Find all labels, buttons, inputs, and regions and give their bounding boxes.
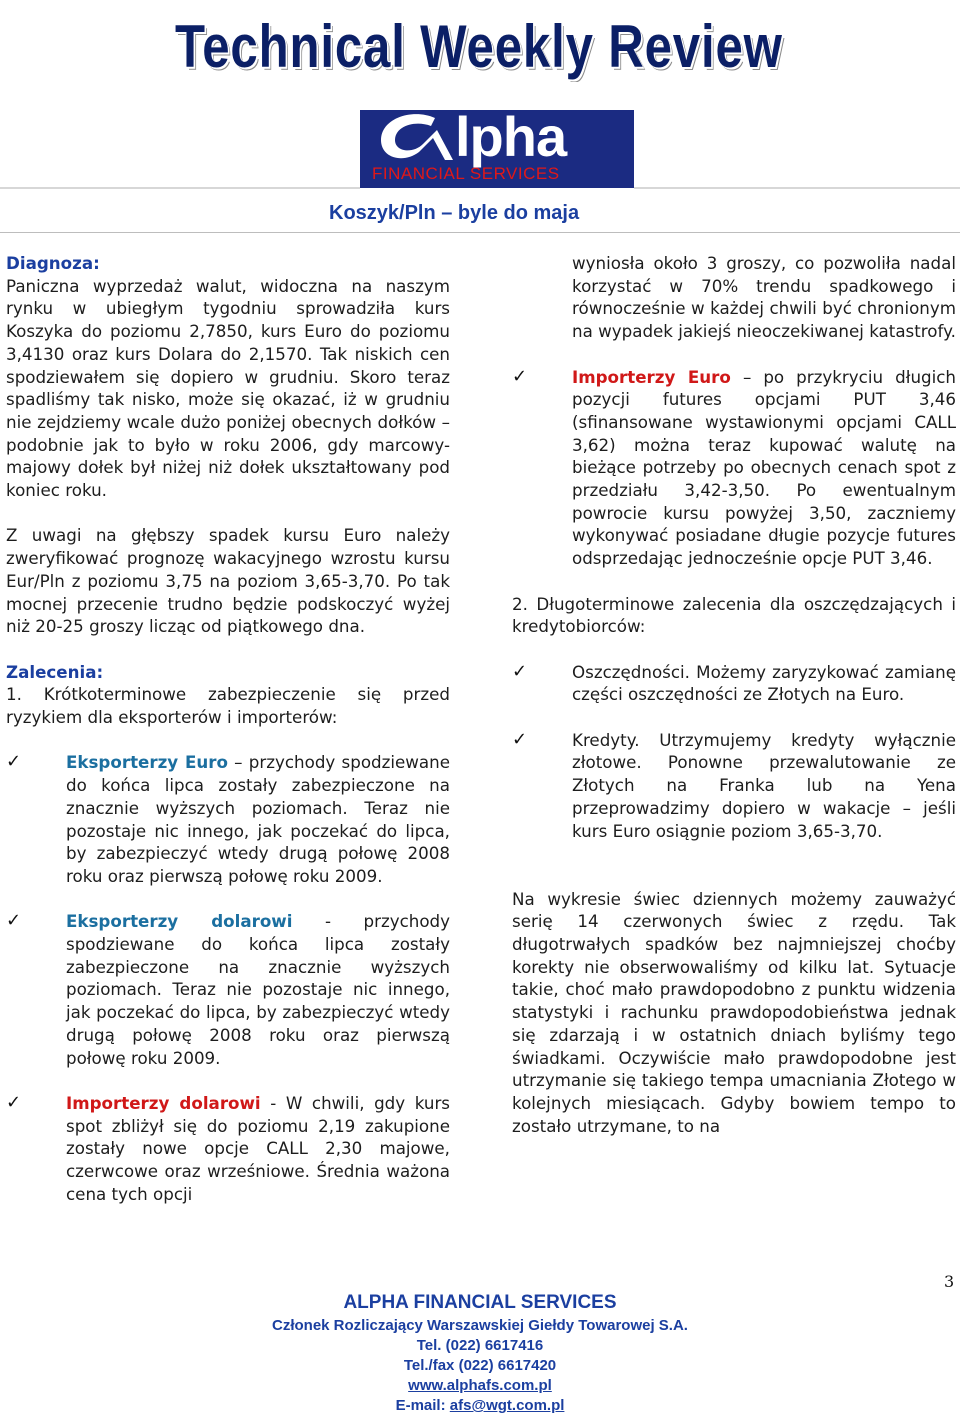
paragraph: Na wykresie świec dziennych możemy zauważyć serię 14 czerwonych świec z rzędu. Tak długotrwałych spadków bez najmniejszej choćby korekty nie obserwowaliśmy od kilku lat. Sytuacje takie, choć mało prawdopodobno z punktu widzenia statystyki i rachunku prawdopodobieństwa jednak się zdarzają i w ostatnich dniach byliśmy tego świadkami. Oczywiście mało prawdopodobne jest utrzymanie się takiego tempa umacniania Złotego w kolejnych miesiącach. Gdyby bowiem tempo to zostało utrzymane, to na — [512, 888, 956, 1136]
footer-phone: Tel. (022) 6617416 — [416, 1337, 544, 1354]
footer-member: Członek Rozliczający Warszawskiej Giełdy Towarowej S.A. — [272, 1317, 688, 1334]
paragraph: 1. Krótkoterminowe zabezpieczenie się przed ryzykiem dla eksporterów i importerów: — [6, 684, 450, 728]
item-label: Eksporterzy Euro — [66, 752, 228, 773]
list-item — [512, 366, 956, 570]
checkmark-icon: ✓ — [512, 660, 528, 682]
checkmark-icon: ✓ — [6, 1091, 22, 1113]
list-item — [512, 661, 956, 706]
item-label: Importerzy Euro — [572, 366, 731, 387]
header — [0, 0, 960, 188]
item-text: - przychody spodziewane do końca lipca zostały zabezpieczone na znacznie wyższych poziomach. Teraz nie pozostaje nic innego, jak poczekać do lipca, by zabezpieczyć wtedy drugą połowę 2008 roku oraz pierwszą połowę roku 2009. — [66, 911, 451, 1068]
banner-title: Technical Weekly Review — [175, 13, 783, 80]
checkmark-icon: ✓ — [6, 751, 22, 773]
recommendations-heading: Zalecenia: — [6, 661, 104, 682]
list-item — [512, 729, 956, 843]
checkmark-icon: ✓ — [512, 365, 528, 387]
right-column — [512, 252, 956, 1137]
paragraph: 2. Długoterminowe zalecenia dla oszczędzających i kredytobiorców: — [512, 593, 956, 637]
paragraph: Paniczna wyprzedaż walut, widoczna na naszym rynku w ubiegłym tygodniu sprowadziła kurs Koszyka do poziomu 2,7850, kurs Euro do poziomu 3,4130 oraz kurs Dolara do 2,1570. Tak niskich cen spodziewałem się dopiero w grudniu. Skoro teraz spadliśmy tak nisko, może się okazać, iż w grudniu nie zejdziemy wcale dużo poniżej obecnych dołków – podobnie jak to było w roku 2006, gdy marcowy-majowy dołek był niżej niż dołek ukształtowany pod koniec roku. — [6, 275, 450, 501]
logo-wordmark: lpha — [455, 105, 567, 168]
divider — [0, 187, 360, 189]
item-text: – przychody spodziewane do końca lipca zostały zabezpieczone na znacznie wyższych poziomach. Teraz nie pozostaje nic innego, jak poczekać do lipca, by zabezpieczyć wtedy drugą połowę 2008 roku oraz pierwszą połowę roku 2009. — [66, 752, 451, 886]
item-text: Kredyty. Utrzymujemy kredyty wyłącznie złotowe. Ponowne przewalutowanie ze Złotych na Franka lub na Yena przeprowadzimy dopiero w wakacje – jeśli kurs Euro osiągnie poziom 3,65-3,70. — [572, 729, 956, 841]
item-label: Eksporterzy dolarowi — [66, 911, 293, 932]
footer-company: ALPHA FINANCIAL SERVICES — [343, 1292, 617, 1313]
item-text: - W chwili, gdy kurs spot zbliżył się do poziomu 2,19 zakupione zostały nowe opcje CALL 2,30 majowe, czerwcowe oraz wrześniowe. Średnia ważona cena tych opcji — [66, 1092, 450, 1204]
logo-subtitle: FINANCIAL SERVICES — [372, 164, 560, 183]
checkmark-icon: ✓ — [6, 910, 22, 932]
list-item — [6, 1092, 450, 1206]
footer-email-label: E-mail: — [395, 1397, 450, 1414]
checkmark-icon: ✓ — [512, 728, 528, 750]
list-item — [6, 751, 450, 887]
divider — [0, 232, 960, 233]
footer-fax: Tel./fax (022) 6617420 — [403, 1357, 557, 1374]
item-text: – po przykryciu długich pozycji futures opcjami PUT 3,46 (sfinansowane wystawionymi opcjami CALL 3,62) można teraz kupować walutę na bieżące potrzeby po obecnych cenach spot z przedziału 3,42-3,50. Po ewentualnym powrocie kursu powyżej 3,50, zaczniemy wykonywać posiadane długie pozycje futures odsprzedając jednocześnie opcje PUT 3,46. — [572, 366, 956, 569]
diagnosis-heading: Diagnoza: — [6, 253, 100, 273]
list-item — [6, 910, 450, 1069]
divider — [634, 187, 960, 189]
footer-email-link[interactable]: afs@wgt.com.pl — [449, 1397, 565, 1414]
footer — [0, 1290, 960, 1416]
page-number: 3 — [944, 1272, 955, 1291]
page-title: Koszyk/Pln – byle do maja — [329, 202, 580, 224]
left-column — [6, 252, 450, 1205]
item-label: Importerzy dolarowi — [66, 1092, 261, 1113]
footer-website-link[interactable]: www.alphafs.com.pl — [408, 1377, 552, 1394]
alpha-logo-icon — [375, 112, 455, 166]
paragraph: wyniosła około 3 groszy, co pozwoliła nadal korzystać w 70% trendu spadkowego i równocześnie w każdej chwili być chronionym na wypadek jakiejś nieoczekiwanej katastrofy. — [572, 253, 956, 342]
item-text: Oszczędności. Możemy zaryzykować zamianę części oszczędności ze Złotych na Euro. — [572, 661, 956, 705]
paragraph: Z uwagi na głębszy spadek kursu Euro należy zweryfikować prognozę wakacyjnego wzrostu kursu Eur/Pln z poziomu 3,75 na poziom 3,65-3,70. Po tak mocnej przecenie trudno będzie podskoczyć wyżej niż 20-25 groszy licząc od piątkowego dna. — [6, 525, 450, 637]
